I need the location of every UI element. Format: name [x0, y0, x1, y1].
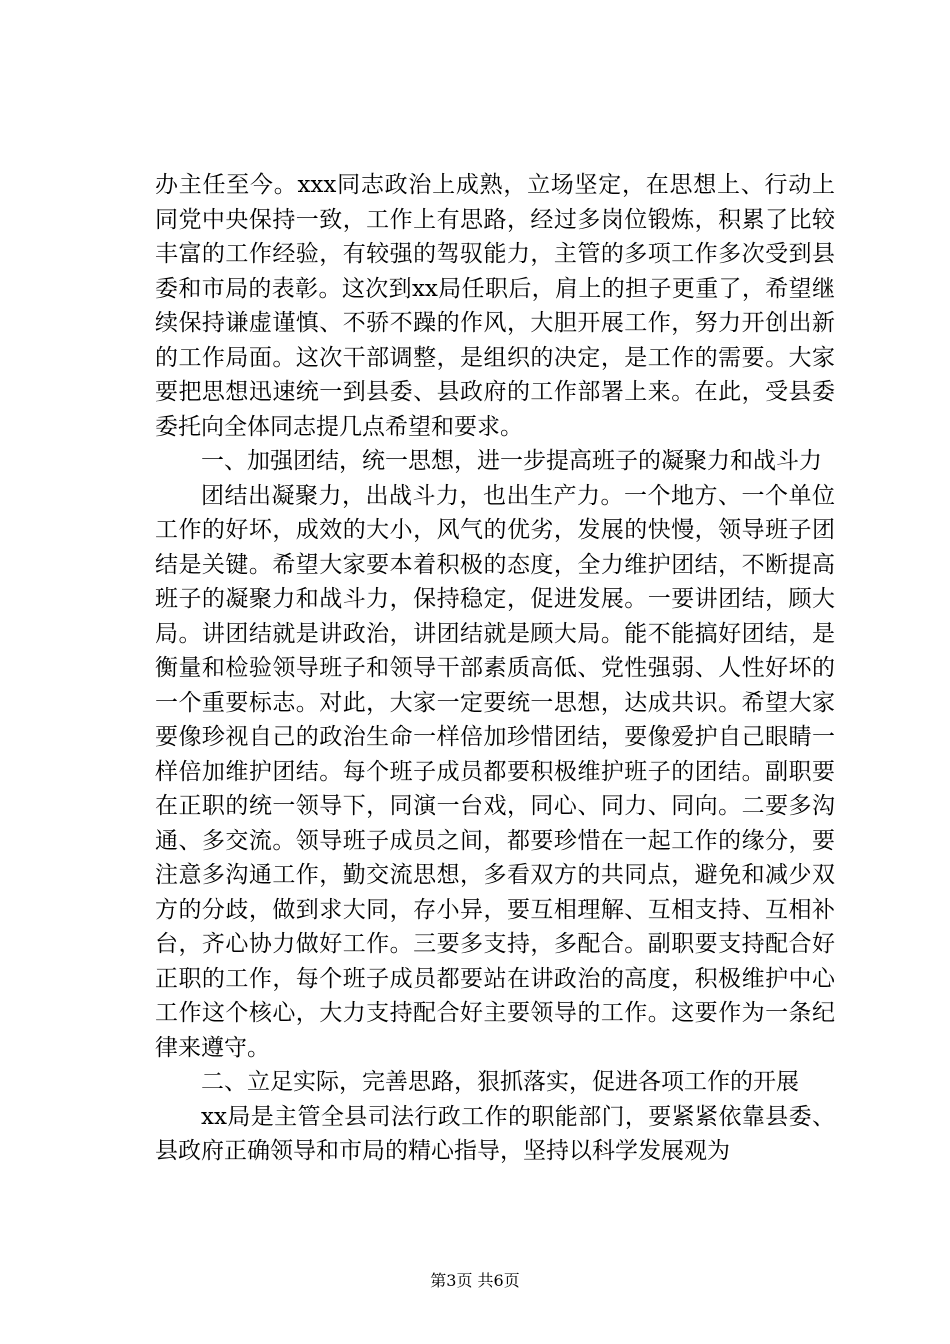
section-heading-2: 二、立足实际，完善思路，狠抓落实，促进各项工作的开展 [201, 1069, 799, 1095]
paragraph-bureau: xx局是主管全县司法行政工作的职能部门，要紧紧依靠县委、县政府正确领导和市局的精心指导，坚持以科学发展观为 [155, 1103, 835, 1164]
page-footer: 第3页 共6页 [430, 1271, 520, 1290]
paragraph-unity: 团结出凝聚力，出战斗力，也出生产力。一个地方、一个单位工作的好坏，成效的大小，风气的优劣，发展的快慢，领导班子团结是关键。希望大家要本着积极的态度，全力维护团结，不断提高班子的凝聚力和战斗力，保持稳定，促进发展。一要讲团结，顾大局。讲团结就是讲政治，讲团结就是顾大局。能不能搞好团结，是衡量和检验领导班子和领导干部素质高低、党性强弱、人性好坏的一个重要标志。对此，大家一定要统一思想，达成共识。希望大家要像珍视自己的政治生命一样倍加珍惜团结，要像爱护自己眼睛一样倍加维护团结。每个班子成员都要积极维护班子的团结。副职要在正职的统一领导下，同演一台戏，同心、同力、同向。二要多沟通、多交流。领导班子成员之间，都要珍惜在一起工作的缘分，要注意多沟通工作，勤交流思想，多看双方的共同点，避免和减少双方的分歧，做到求大同，存小异，要互相理解、互相支持、互相补台，齐心协力做好工作。三要多支持，多配合。副职要支持配合好正职的工作，每个班子成员都要站在讲政治的高度，积极维护中心工作这个核心，大力支持配合好主要领导的工作。这要作为一条纪律来遵守。 [155, 482, 835, 1061]
paragraph-continuation: 办主任至今。xxx同志政治上成熟，立场坚定，在思想上、行动上同党中央保持一致，工作上有思路，经过多岗位锻炼，积累了比较丰富的工作经验，有较强的驾驭能力，主管的多项工作多次受到县委和市局的表彰。这次到xx局任职后，肩上的担子更重了，希望继续保持谦虚谨慎、不骄不躁的作风，大胆开展工作，努力开创出新的工作局面。这次干部调整，是组织的决定，是工作的需要。大家要把思想迅速统一到县委、县政府的工作部署上来。在此，受县委委托向全体同志提几点希望和要求。 [155, 172, 835, 440]
document-body [155, 168, 835, 1169]
section-heading-1: 一、加强团结，统一思想，进一步提高班子的凝聚力和战斗力 [201, 448, 822, 474]
